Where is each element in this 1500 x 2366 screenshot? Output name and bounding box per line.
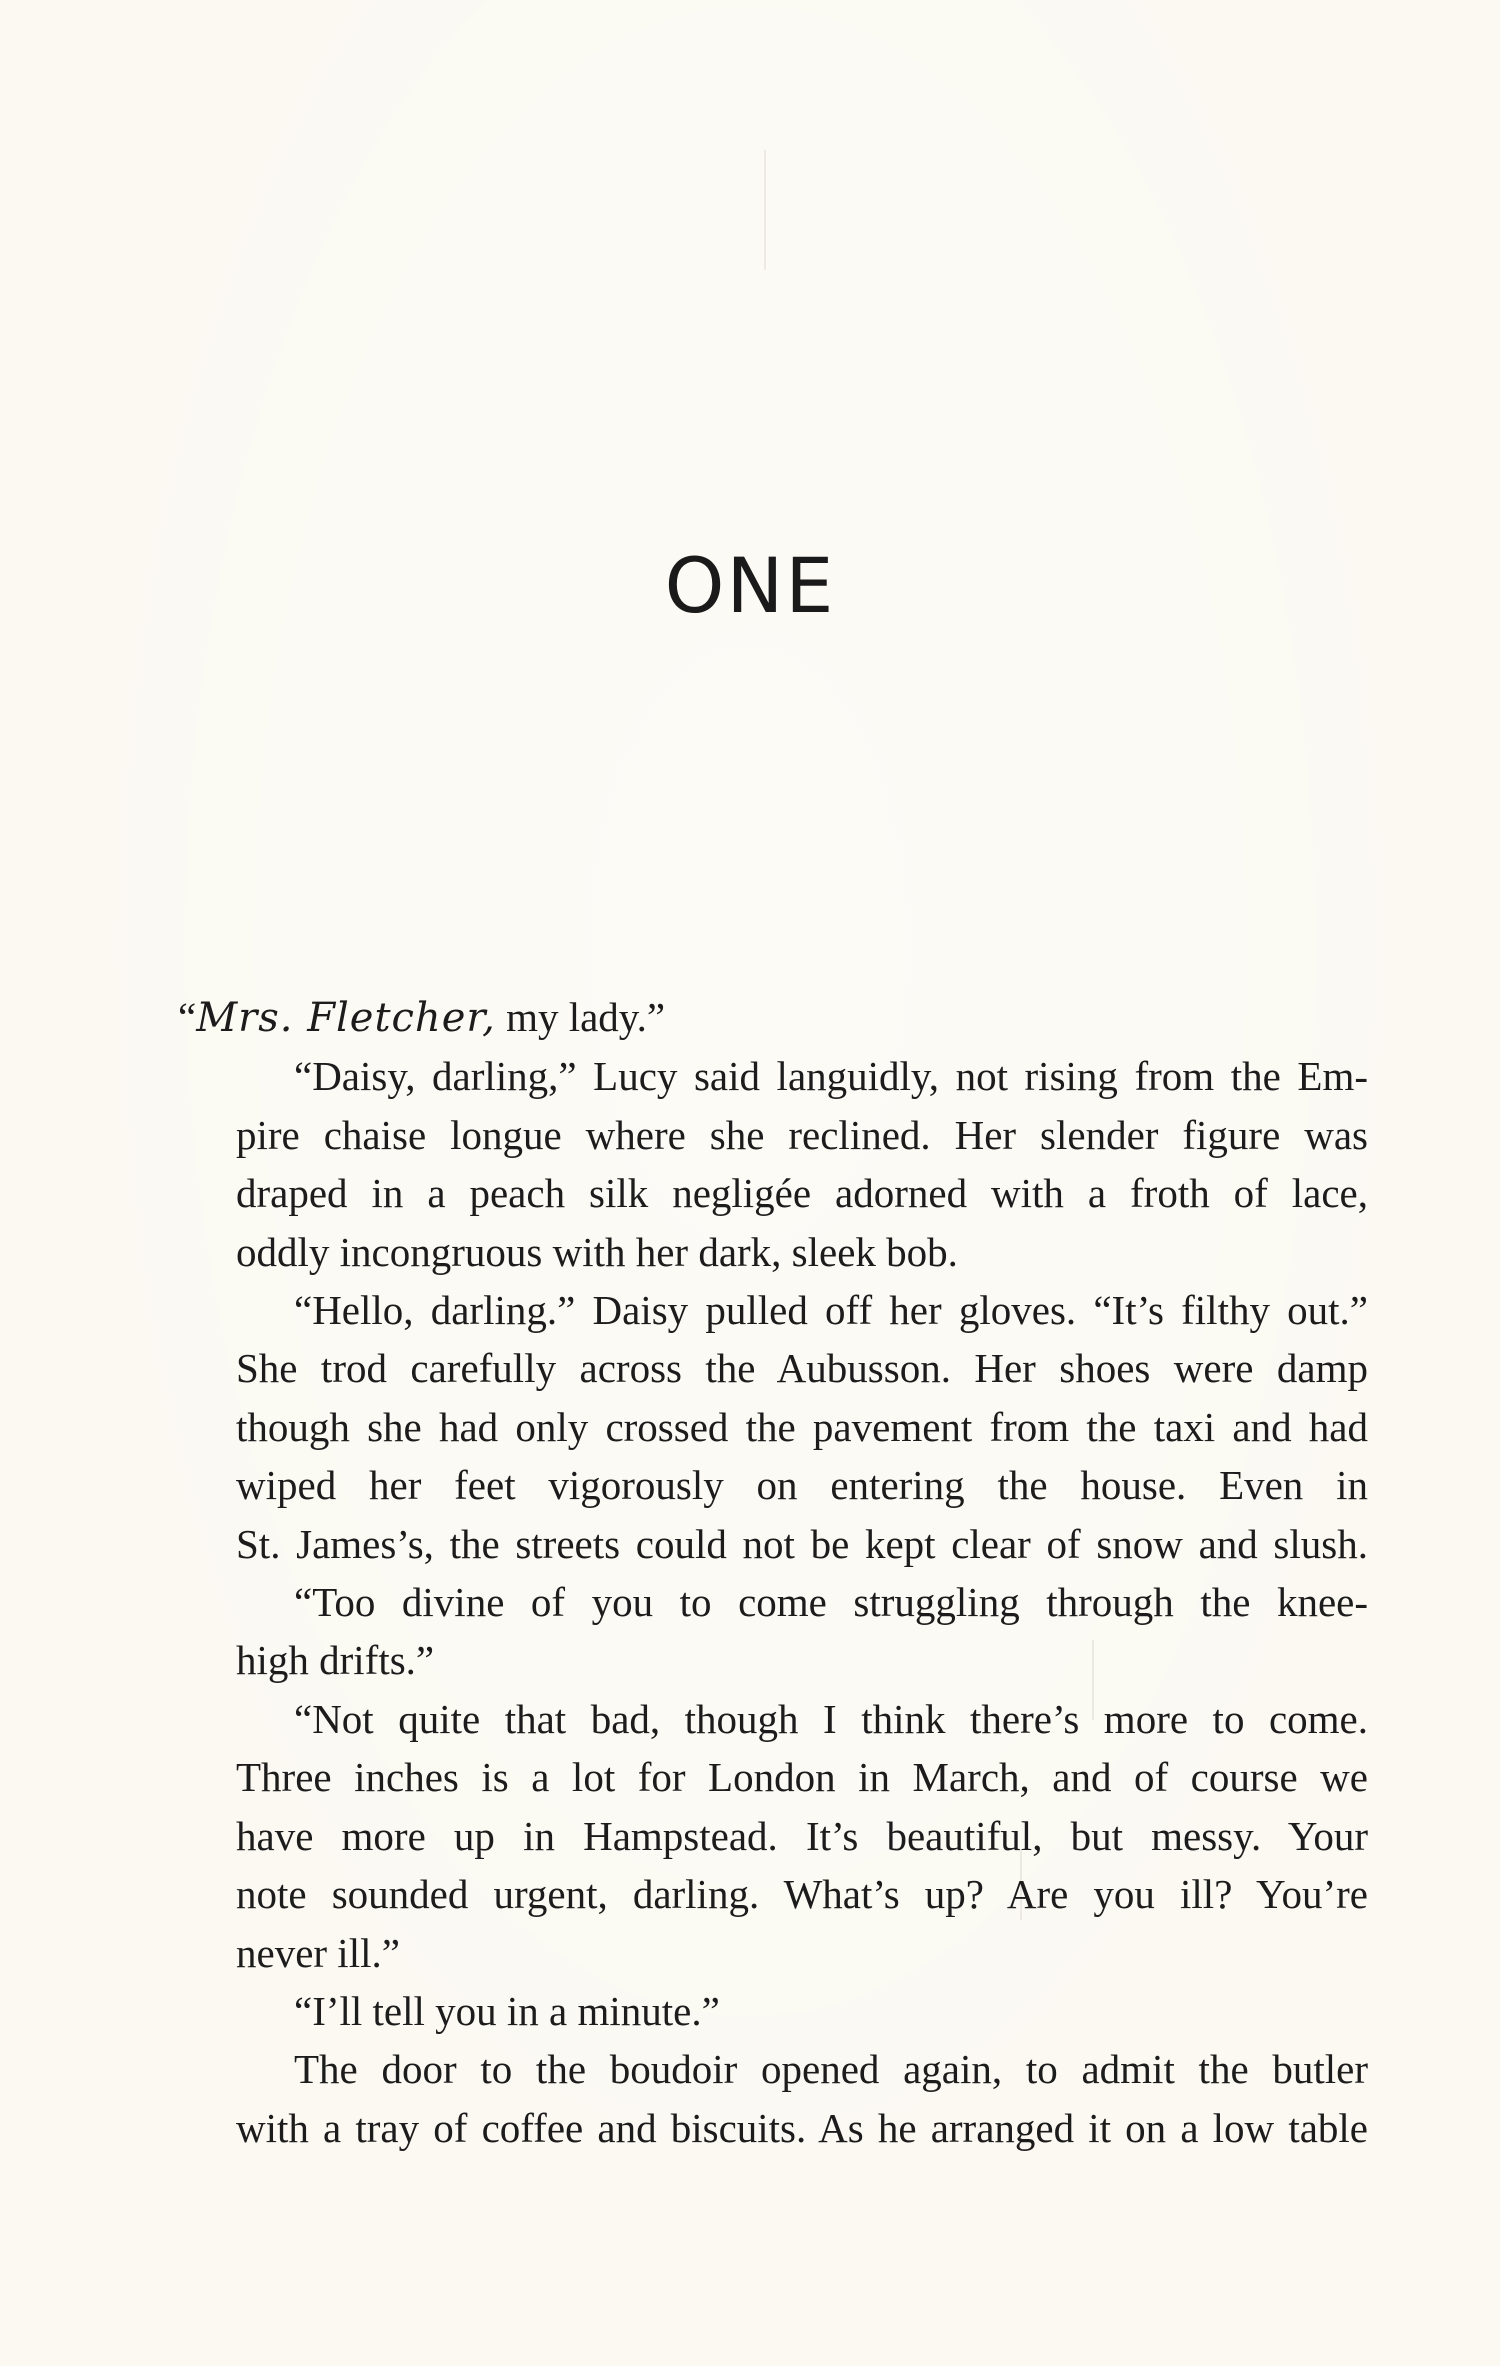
text-line: “Daisy, darling,” Lucy said languidly, not rising from the Em-	[294, 1053, 1368, 1100]
text-line: though she had only crossed the pavement from the taxi and had	[236, 1403, 1368, 1450]
paragraph	[178, 1982, 1368, 2040]
text-line: Three inches is a lot for London in March, and of course we	[236, 1754, 1368, 1801]
text-line: “Hello, darling.” Daisy pulled off her gloves. “It’s filthy out.”	[294, 1287, 1368, 1334]
chapter-heading: ONE	[664, 541, 836, 630]
text-line: never ill.”	[236, 1929, 400, 1976]
text-line: oddly incongruous with her dark, sleek bob.	[236, 1228, 958, 1275]
paragraph	[178, 988, 1368, 1047]
text-line: have more up in Hampstead. It’s beautiful, but messy. Your	[236, 1812, 1368, 1859]
text-line: “Too divine of you to come struggling through the knee-	[294, 1579, 1368, 1626]
paragraph	[178, 1281, 1368, 1573]
text-line: “Not quite that bad, though I think there’s more to come.	[294, 1695, 1368, 1742]
text-line: She trod carefully across the Aubusson. Her shoes were damp	[236, 1345, 1368, 1392]
text-line: “I’ll tell you in a minute.”	[294, 1987, 720, 2034]
text-line: note sounded urgent, darling. What’s up? Are you ill? You’re	[236, 1871, 1368, 1918]
scan-fold-mark	[764, 150, 766, 270]
text-line: The door to the boudoir opened again, to admit the butler	[294, 2046, 1368, 2093]
text-line: draped in a peach silk negligée adorned with a froth of lace,	[236, 1170, 1368, 1217]
script-name: Mrs. Fletcher,	[196, 995, 496, 1041]
paragraph	[178, 1690, 1368, 1982]
text-line: with a tray of coffee and biscuits. As he arranged it on a low table	[236, 2104, 1368, 2151]
dialogue-text: my lady.”	[495, 994, 666, 1040]
text-line: St. James’s, the streets could not be kept clear of snow and slush.	[236, 1520, 1368, 1567]
text-line: wiped her feet vigorously on entering the house. Even in	[236, 1462, 1368, 1509]
text-line	[178, 988, 1368, 1047]
paragraph	[178, 1047, 1368, 1281]
text-line: pire chaise longue where she reclined. Her slender figure was	[236, 1111, 1368, 1158]
chapter-text	[178, 988, 1368, 2157]
text-line: high drifts.”	[236, 1637, 435, 1684]
paragraph	[178, 2040, 1368, 2157]
open-quote: “	[178, 994, 197, 1040]
paragraph	[178, 1573, 1368, 1690]
